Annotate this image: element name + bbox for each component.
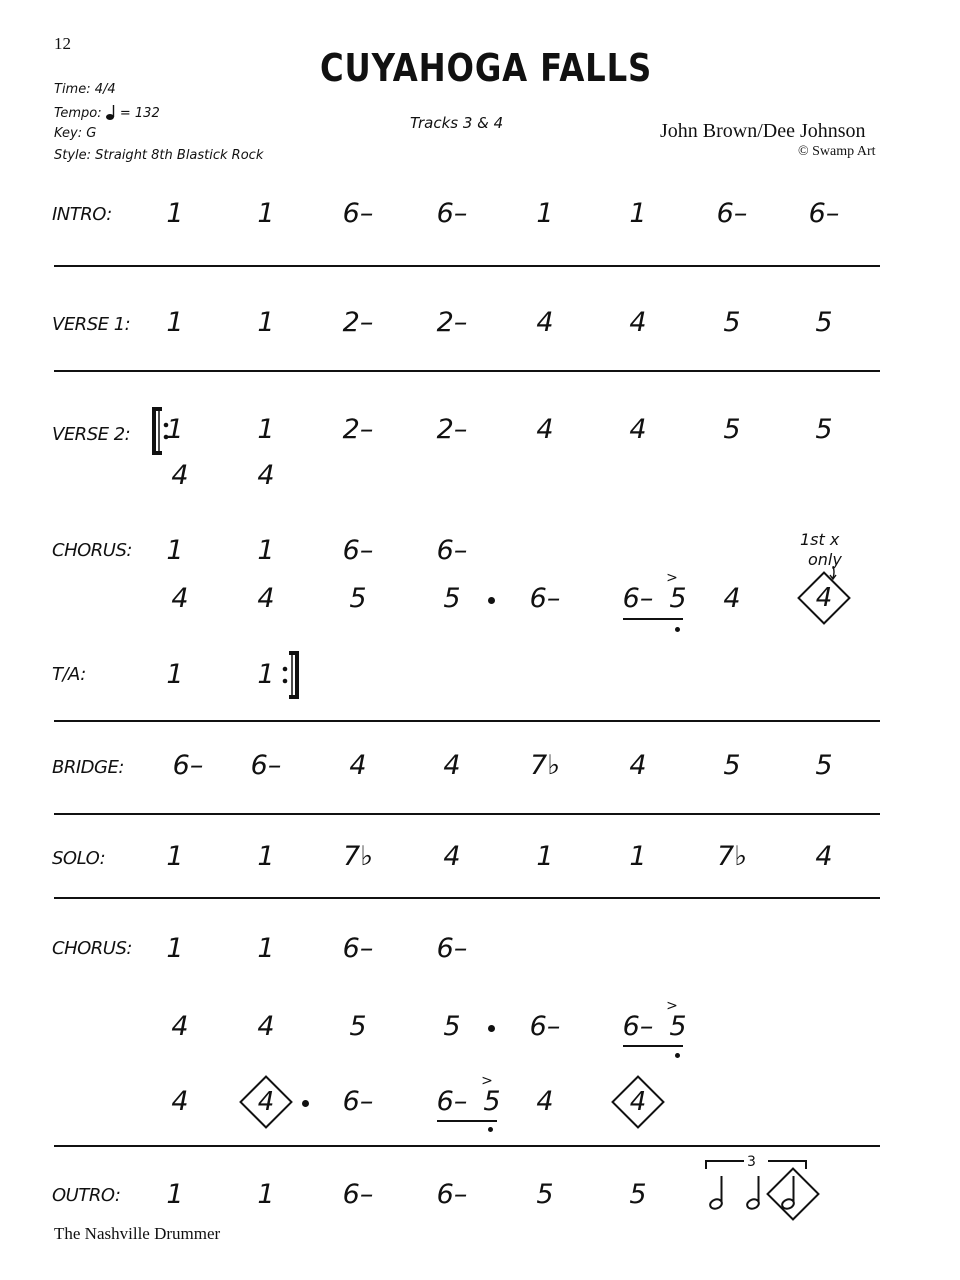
chord: 5 <box>815 750 833 781</box>
chord: 1 <box>166 198 184 229</box>
chord: 6– <box>436 535 468 566</box>
chord: 6– <box>436 198 468 229</box>
chord: 4 <box>629 1087 647 1117</box>
divider <box>54 1145 880 1147</box>
chord: 1 <box>257 414 275 445</box>
chord: 5 <box>349 1011 367 1042</box>
chord: 5 <box>669 583 687 614</box>
chord: 5 <box>349 583 367 614</box>
accent-mark: > <box>666 998 678 1014</box>
chord: 1 <box>257 841 275 872</box>
section-label-solo: SOLO: <box>52 848 106 869</box>
accent-mark: > <box>666 570 678 586</box>
chord: 6– <box>342 535 374 566</box>
repeat-end-icon <box>279 650 301 700</box>
chord: 6– <box>172 750 204 781</box>
chord: 4 <box>815 583 833 613</box>
divider <box>54 897 880 899</box>
chord: 6– <box>622 1011 654 1042</box>
section-label-verse-2: VERSE 2: <box>52 424 131 445</box>
chord: 1 <box>257 1179 275 1210</box>
chord: 2– <box>436 307 468 338</box>
staccato-dot <box>488 1127 493 1132</box>
chord: 5 <box>669 1011 687 1042</box>
chord: 6– <box>342 1179 374 1210</box>
section-label-chorus: CHORUS: <box>52 938 132 959</box>
chord: 4 <box>629 307 647 338</box>
chord: 6– <box>716 198 748 229</box>
annotation-only: only <box>808 550 842 569</box>
chord: 6– <box>436 1179 468 1210</box>
page-number: 12 <box>54 34 71 53</box>
chord: 4 <box>171 1011 189 1042</box>
chord: 1 <box>257 933 275 964</box>
chord: 6– <box>808 198 840 229</box>
chord: 7♭ <box>717 841 747 872</box>
split-bar-underline <box>623 1045 683 1047</box>
section-label-chorus: CHORUS: <box>52 540 132 561</box>
push-dot <box>488 597 495 604</box>
half-note-icon <box>708 1172 728 1212</box>
time-signature: Time: 4/4 <box>54 82 116 97</box>
chord: 4 <box>536 307 554 338</box>
chord: 2– <box>342 414 374 445</box>
staccato-dot <box>675 627 680 632</box>
chord: 5 <box>443 1011 461 1042</box>
chord: 1 <box>629 841 647 872</box>
chord: 1 <box>536 841 554 872</box>
chord: 7♭ <box>530 750 560 781</box>
chord: 4 <box>171 583 189 614</box>
chord: 1 <box>166 307 184 338</box>
chord: 4 <box>443 750 461 781</box>
chord: 5 <box>629 1179 647 1210</box>
chord: 1 <box>257 307 275 338</box>
chord: 4 <box>257 583 275 614</box>
chord: 6– <box>529 1011 561 1042</box>
chord: 1 <box>536 198 554 229</box>
chord: 7♭ <box>343 841 373 872</box>
chord: 6– <box>342 1086 374 1117</box>
quarter-note-icon <box>106 104 116 120</box>
annotation-first-time: 1st x <box>800 530 840 549</box>
split-bar-underline <box>437 1120 497 1122</box>
chord: 6– <box>342 198 374 229</box>
chord: 4 <box>536 414 554 445</box>
song-title: CUYAHOGA FALLS <box>320 46 653 90</box>
chord: 4 <box>349 750 367 781</box>
chord: 2– <box>436 414 468 445</box>
style: Style: Straight 8th Blastick Rock <box>54 148 264 163</box>
chord: 4 <box>257 1087 275 1117</box>
chord: 4 <box>257 460 275 491</box>
half-note-icon <box>745 1172 765 1212</box>
chord: 5 <box>443 583 461 614</box>
chord: 2– <box>342 307 374 338</box>
divider <box>54 265 880 267</box>
push-dot <box>488 1025 495 1032</box>
chord: 1 <box>166 841 184 872</box>
chord: 5 <box>723 307 741 338</box>
chord: 6– <box>436 1086 468 1117</box>
chord: 5 <box>483 1086 501 1117</box>
chord: 6– <box>342 933 374 964</box>
chord: 5 <box>723 414 741 445</box>
chord: 1 <box>166 933 184 964</box>
chord: 1 <box>166 414 184 445</box>
chord: 1 <box>257 659 275 690</box>
chord: 4 <box>443 841 461 872</box>
section-label-intro: INTRO: <box>52 204 112 225</box>
key: Key: G <box>54 126 97 141</box>
section-label-outro: OUTRO: <box>52 1185 121 1206</box>
push-dot <box>302 1100 309 1107</box>
chord: 4 <box>629 414 647 445</box>
chord: 4 <box>815 841 833 872</box>
split-bar-underline <box>623 618 683 620</box>
chord: 4 <box>536 1086 554 1117</box>
chord: 4 <box>171 460 189 491</box>
chord: 1 <box>166 659 184 690</box>
divider <box>54 370 880 372</box>
chord: 1 <box>257 198 275 229</box>
accent-mark: > <box>481 1073 493 1089</box>
chord: 4 <box>257 1011 275 1042</box>
chord: 1 <box>629 198 647 229</box>
chord: 1 <box>257 535 275 566</box>
chord: 6– <box>529 583 561 614</box>
copyright: © Swamp Art <box>798 144 876 159</box>
chord: 1 <box>166 1179 184 1210</box>
section-label-bridge: BRIDGE: <box>52 757 124 778</box>
triplet-number: 3 <box>747 1154 756 1170</box>
half-note-icon <box>780 1172 800 1212</box>
chord: 6– <box>436 933 468 964</box>
chord: 6– <box>250 750 282 781</box>
divider <box>54 813 880 815</box>
footer-text: The Nashville Drummer <box>54 1224 221 1243</box>
chord: 4 <box>723 583 741 614</box>
tracks: Tracks 3 & 4 <box>410 114 504 132</box>
staccato-dot <box>675 1053 680 1058</box>
divider <box>54 720 880 722</box>
tempo <box>54 104 160 121</box>
chord: 5 <box>815 414 833 445</box>
chord: 6– <box>622 583 654 614</box>
chord: 1 <box>166 535 184 566</box>
composers: John Brown/Dee Johnson <box>660 120 866 142</box>
chord: 5 <box>815 307 833 338</box>
tempo-prefix: Tempo: <box>54 106 102 121</box>
tempo-value: = 132 <box>119 106 160 121</box>
section-label-verse-1: VERSE 1: <box>52 314 131 335</box>
chord: 4 <box>171 1086 189 1117</box>
chord: 5 <box>536 1179 554 1210</box>
chord: 4 <box>629 750 647 781</box>
section-label-ta: T/A: <box>52 664 86 685</box>
chord: 5 <box>723 750 741 781</box>
